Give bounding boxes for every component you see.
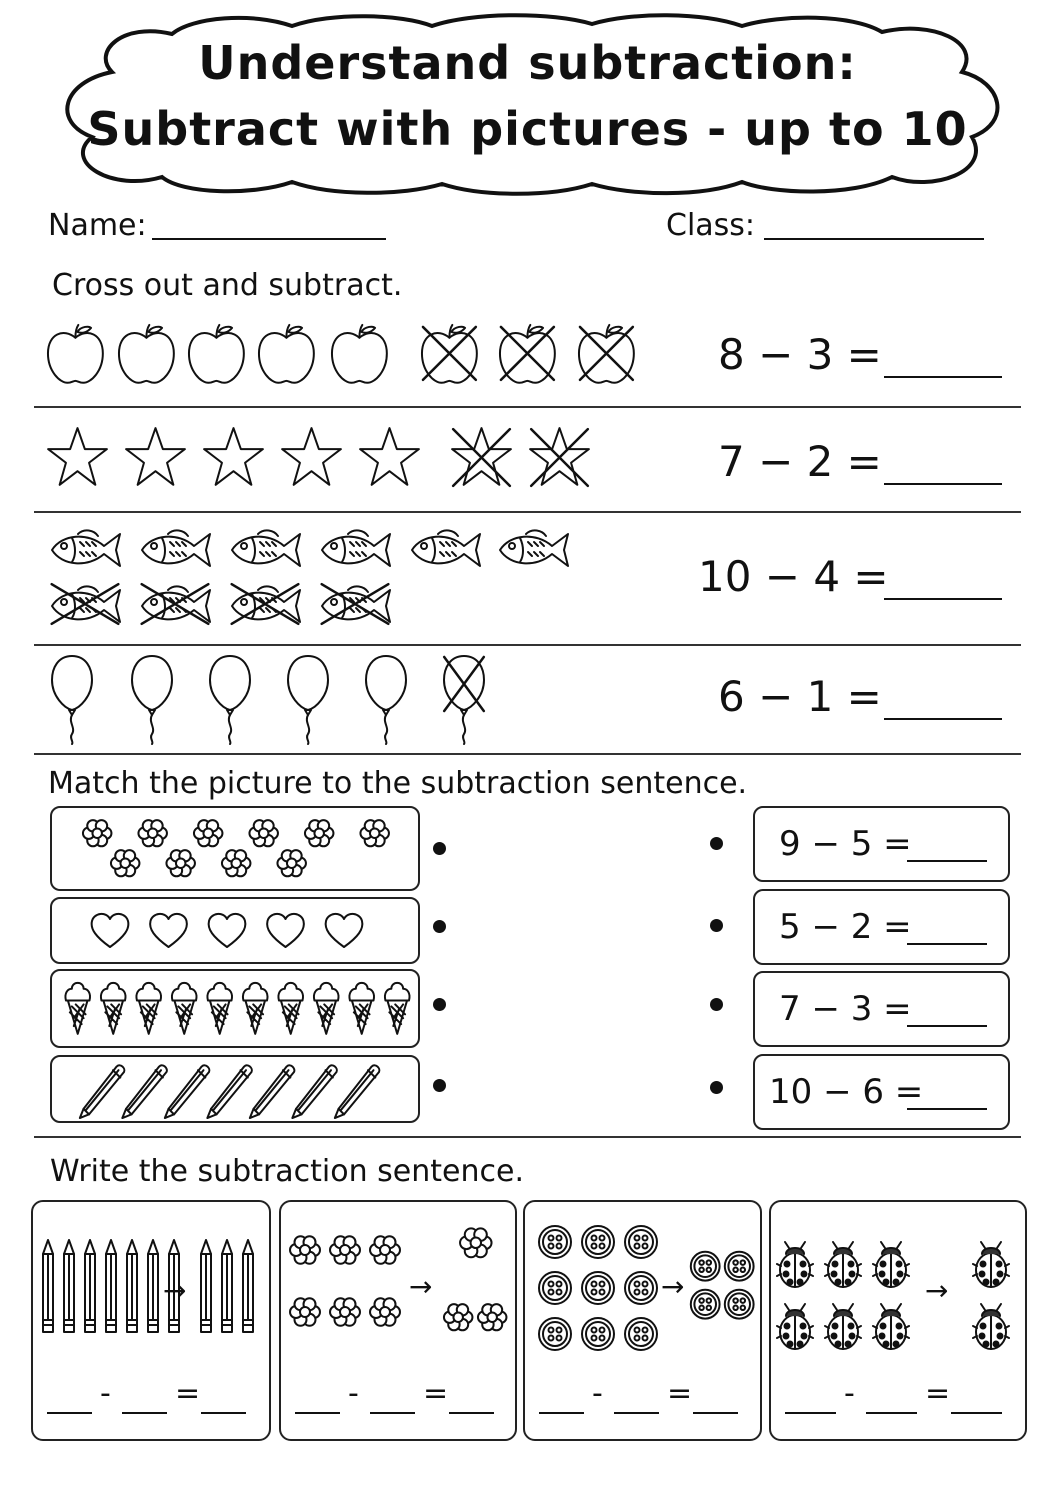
flower-icon [444,1304,473,1330]
pencil-icon [335,1065,380,1118]
ladybug-picture [771,1220,1025,1370]
pencil-upright-icon [127,1240,137,1332]
divider [34,406,1021,408]
answer-blank[interactable] [539,1412,584,1414]
match-sentence-1 [753,806,1010,882]
match-sentence-text: 7 − 3 = [779,989,912,1029]
flower-icon [166,850,195,876]
class-label: Class: [666,208,756,243]
star-row [40,420,660,500]
equals-sign: = [667,1376,693,1411]
name-label: Name: [48,208,147,243]
ladybug-icon [825,1242,861,1287]
star-icon [126,428,185,485]
pencil-upright-icon [85,1240,95,1332]
flower-icon [330,1236,360,1264]
flower-icon [194,820,223,846]
flower-picture [281,1220,515,1370]
flower-icon [370,1298,400,1326]
heart-icon [267,914,304,947]
match-dot-left-2[interactable] [433,920,446,933]
ice-cream-icon [207,983,232,1034]
ice-cream-group [52,971,418,1046]
star-icon [282,428,341,485]
minus-sign: - [100,1376,111,1411]
fish-icon [232,530,300,566]
divider [34,753,1021,755]
button-icon [725,1290,754,1319]
pencil-icon [292,1065,337,1118]
match-answer-blank[interactable] [907,1108,987,1110]
flower-icon [290,1236,320,1264]
divider [34,511,1021,513]
match-picture-hearts [50,897,420,964]
answer-blank[interactable] [122,1412,167,1414]
ladybug-icon [777,1242,813,1287]
balloon-icon [444,656,484,744]
match-picture-pencils [50,1055,420,1123]
ice-cream-icon [136,983,161,1034]
fish-icon [322,530,390,566]
flower-group [52,808,418,889]
button-icon [582,1226,614,1258]
button-icon [625,1226,657,1258]
match-sentence-text: 10 − 6 = [769,1072,924,1112]
match-answer-blank[interactable] [907,1025,987,1027]
equation-fish: 10 − 4 = [698,552,889,601]
fish-icon [52,530,120,566]
match-picture-ice-creams [50,969,420,1048]
flower-icon [370,1236,400,1264]
button-icon [625,1272,657,1304]
apple-icon [332,325,387,383]
section1-instruction: Cross out and subtract. [52,268,403,303]
ladybug-icon [825,1304,861,1349]
button-icon [539,1318,571,1350]
star-icon [204,428,263,485]
section3-instruction: Write the subtraction sentence. [50,1154,524,1189]
button-icon [539,1226,571,1258]
pencil-upright-icon [222,1240,232,1332]
name-field[interactable] [152,238,386,240]
arrow-icon: → [163,1274,187,1307]
answer-blank[interactable] [370,1412,415,1414]
match-dot-right-1[interactable] [710,837,723,850]
button-picture [525,1220,760,1370]
match-sentence-text: 9 − 5 = [779,824,912,864]
ice-cream-icon [278,983,303,1034]
flower-icon [330,1298,360,1326]
answer-blank-balloons[interactable] [884,718,1002,720]
match-dot-right-4[interactable] [710,1081,723,1094]
page-title-line-2: Subtract with pictures - up to 10 [87,102,968,156]
match-dot-left-3[interactable] [433,998,446,1011]
fish-icon [142,530,210,566]
ladybug-icon [973,1304,1009,1349]
flower-icon [277,850,306,876]
write-box-buttons [523,1200,762,1441]
ladybug-icon [777,1304,813,1349]
match-sentence-text: 5 − 2 = [779,907,912,947]
answer-blank[interactable] [47,1412,92,1414]
pencil-icon [165,1065,210,1118]
heart-icon [326,914,363,947]
flower-icon [249,820,278,846]
heart-icon [150,914,187,947]
match-answer-blank[interactable] [907,860,987,862]
ice-cream-icon [65,983,90,1034]
match-picture-flowers [50,806,420,891]
pencil-upright-icon [148,1240,158,1332]
ladybug-icon [973,1242,1009,1287]
fish-row [40,522,660,640]
divider [34,644,1021,646]
match-dot-left-4[interactable] [433,1079,446,1092]
equation-balloons: 6 − 1 = [718,672,882,721]
page-title-line-1: Understand subtraction: [198,36,857,90]
ice-cream-icon [243,983,268,1034]
balloon-icon [210,656,250,744]
ice-cream-icon [385,983,410,1034]
pencil-upright-icon [201,1240,211,1332]
balloon-icon [52,656,92,744]
flower-icon [111,850,140,876]
write-box-flowers [279,1200,517,1441]
flower-icon [360,820,389,846]
pencil-picture [33,1220,269,1370]
flower-icon [460,1228,492,1257]
ice-cream-icon [349,983,374,1034]
pencil-upright-icon [106,1240,116,1332]
button-icon [582,1318,614,1350]
apple-icon [259,325,314,383]
flower-icon [222,850,251,876]
button-icon [725,1252,754,1281]
equation-stars: 7 − 2 = [718,437,882,486]
equals-sign: = [925,1376,951,1411]
answer-blank-stars[interactable] [884,483,1002,485]
ice-cream-icon [172,983,197,1034]
apple-row [40,318,660,398]
answer-blank[interactable] [951,1412,1002,1414]
apple-icon [48,325,103,383]
balloon-row [40,652,660,747]
section2-instruction: Match the picture to the subtraction sentence. [48,766,748,801]
match-answer-blank[interactable] [907,943,987,945]
equation-apples: 8 − 3 = [718,330,882,379]
answer-blank[interactable] [295,1412,340,1414]
pencil-group [52,1057,418,1121]
minus-sign: - [844,1376,855,1411]
match-dot-right-2[interactable] [710,919,723,932]
answer-blank[interactable] [866,1412,917,1414]
answer-blank[interactable] [201,1412,246,1414]
pencil-icon [122,1065,167,1118]
answer-blank[interactable] [449,1412,494,1414]
ice-cream-icon [101,983,126,1034]
answer-blank-fish[interactable] [884,598,1002,600]
answer-blank[interactable] [614,1412,659,1414]
pencil-icon [207,1065,252,1118]
arrow-icon: → [409,1270,433,1303]
pencil-upright-icon [64,1240,74,1332]
button-icon [625,1318,657,1350]
fish-icon [500,530,568,566]
pencil-icon [250,1065,295,1118]
button-icon [539,1272,571,1304]
flower-icon [478,1304,507,1330]
balloon-icon [288,656,328,744]
heart-group [52,899,418,962]
class-field[interactable] [764,238,984,240]
answer-blank[interactable] [693,1412,738,1414]
answer-blank[interactable] [785,1412,836,1414]
pencil-icon [80,1065,125,1118]
arrow-icon: → [661,1270,685,1303]
flower-icon [83,820,112,846]
match-sentence-3 [753,971,1010,1047]
star-icon [48,428,107,485]
match-dot-right-3[interactable] [710,998,723,1011]
equals-sign: = [175,1376,201,1411]
star-icon [360,428,419,485]
balloon-icon [366,656,406,744]
apple-icon [119,325,174,383]
divider [34,1136,1021,1138]
minus-sign: - [592,1376,603,1411]
flower-icon [290,1298,320,1326]
flower-icon [138,820,167,846]
answer-blank-apples[interactable] [884,376,1002,378]
ice-cream-icon [314,983,339,1034]
write-box-pencils [31,1200,271,1441]
apple-icon [189,325,244,383]
flower-icon [305,820,334,846]
match-dot-left-1[interactable] [433,842,446,855]
pencil-upright-icon [243,1240,253,1332]
match-sentence-2 [753,889,1010,965]
button-icon [582,1272,614,1304]
equals-sign: = [423,1376,449,1411]
button-icon [691,1252,720,1281]
match-sentence-4 [753,1054,1010,1130]
arrow-icon: → [925,1274,949,1307]
fish-icon [412,530,480,566]
heart-icon [92,914,129,947]
button-icon [691,1290,720,1319]
pencil-upright-icon [43,1240,53,1332]
heart-icon [209,914,246,947]
balloon-icon [132,656,172,744]
ladybug-icon [873,1304,909,1349]
ladybug-icon [873,1242,909,1287]
minus-sign: - [348,1376,359,1411]
write-box-ladybugs [769,1200,1027,1441]
